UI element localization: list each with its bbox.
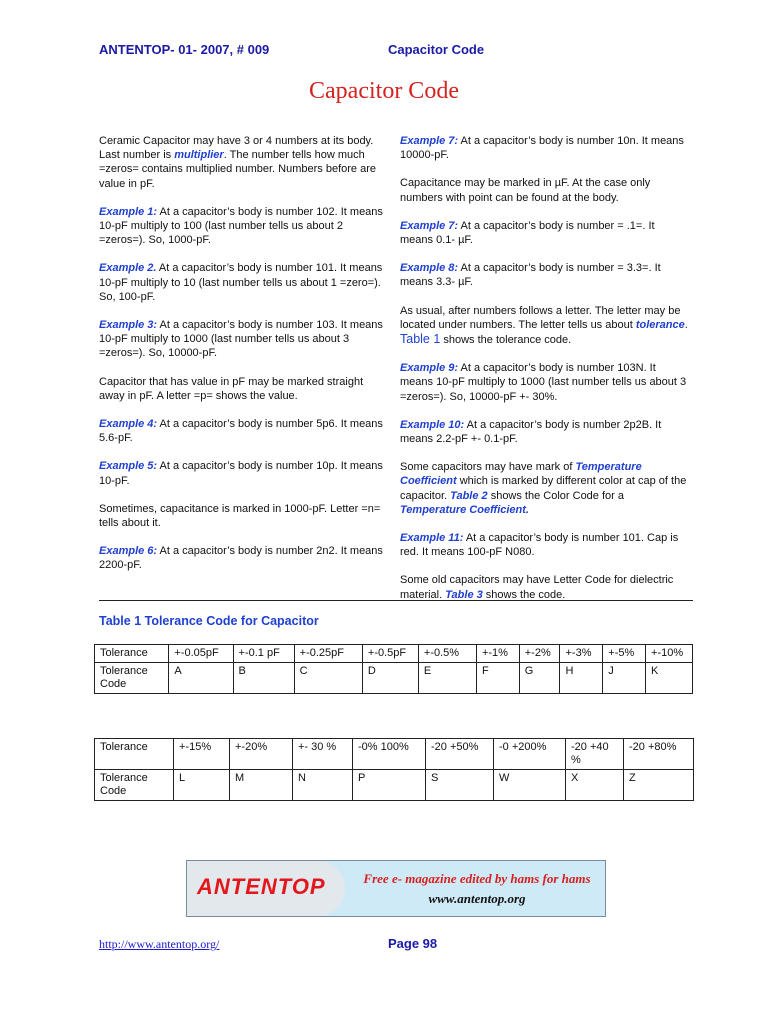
table-cell: S [426, 770, 494, 801]
table-cell: -20 +50% [426, 739, 494, 770]
example-2: Example 2. At a capacitor’s body is number 101. It means 10-pF multiply to 10 (last number tells us about 1 =zero=). So, 100-pF. [99, 262, 383, 303]
example-8: Example 8: At a capacitor’s body is number = 3.3=. It means 3.3- µF. [400, 262, 661, 289]
example-label: Example 11: [400, 532, 464, 545]
example-3: Example 3: At a capacitor’s body is number 103. It means 10-pF multiply to 1000 (last number tells us about 3 =zeros=). So, 10000-pF. [99, 319, 383, 360]
table-cell: Tolerance Code [95, 770, 174, 801]
example-9: Example 9: At a capacitor’s body is number 103N. It means 10-pF multiply to 1000 (last number tells us about 3 =zeros=). So, 10000-pF +- 30%. [400, 362, 687, 403]
example-7a: Example 7: At a capacitor’s body is number 10n. It means 10000-pF. [400, 135, 684, 162]
table-cell: +-0.5% [418, 645, 476, 663]
table-cell: +-1% [476, 645, 519, 663]
table-cell: -0 +200% [494, 739, 566, 770]
table-cell: Tolerance Code [95, 663, 169, 694]
example-label: Example 8: [400, 262, 459, 275]
table-row [95, 663, 693, 694]
table-cell: -0% 100% [353, 739, 426, 770]
paragraph-pf-marking: Capacitor that has value in pF may be marked straight away in pF. A letter =p= shows the value. [99, 375, 364, 402]
antentop-logo: ANTENTOP [197, 874, 326, 899]
paragraph-intro: Ceramic Capacitor may have 3 or 4 numbers at its body. Last number is multiplier. The number tells how much =zeros= contains multiplied number. Numbers before are value in pF. [99, 135, 376, 190]
example-7b: Example 7: At a capacitor’s body is number = .1=. It means 0.1- µF. [400, 219, 655, 247]
table-cell: J [603, 663, 646, 694]
example-6: Example 6: At a capacitor’s body is number 2n2. It means 2200-pF. [99, 545, 383, 572]
footer-website-link[interactable]: http://www.antentop.org/ [99, 937, 220, 951]
table-row [95, 770, 694, 801]
example-label: Example 7: [400, 219, 459, 232]
example-label: Example 3: [99, 319, 158, 332]
tolerance-term: tolerance [635, 318, 685, 331]
table-cell: C [294, 663, 362, 694]
example-label: Example 6: [99, 545, 158, 558]
example-label: Example 1: [99, 205, 158, 218]
right-column [400, 134, 690, 616]
table-cell: +-2% [519, 645, 560, 663]
example-label: Example 4: [99, 418, 158, 431]
table-2-reference: Table 2 [450, 489, 488, 502]
table-cell: X [566, 770, 624, 801]
table-row [95, 739, 694, 770]
table-cell: L [174, 770, 230, 801]
table-cell: +-0.25pF [294, 645, 362, 663]
table-cell: +-15% [174, 739, 230, 770]
header-section-title: Capacitor Code [388, 42, 485, 57]
table-row [95, 645, 693, 663]
example-11: Example 11: At a capacitor’s body is number 101. Cap is red. It means 100-pF N080. [400, 532, 679, 559]
example-label: Example 10: [400, 418, 465, 431]
table-cell: P [353, 770, 426, 801]
table-cell: +- 30 % [293, 739, 353, 770]
example-label: Example 5: [99, 460, 158, 473]
example-label: Example 7: [400, 135, 459, 147]
example-label: Example 9: [400, 362, 459, 375]
table-cell: Tolerance [95, 739, 174, 770]
table-cell: Tolerance [95, 645, 169, 663]
table-cell: F [476, 663, 519, 694]
table-cell: +-0.1 pF [233, 645, 294, 663]
table-cell: -20 +40 % [566, 739, 624, 770]
paragraph-dielectric: Some old capacitors may have Letter Code for dielectric material. Table 3 shows the code. [400, 574, 674, 601]
table-cell: Z [624, 770, 694, 801]
table-cell: W [494, 770, 566, 801]
table-cell: G [519, 663, 560, 694]
temperature-coefficient-term-2: Temperature Coefficient. [400, 503, 529, 516]
table-cell: +-0.5pF [362, 645, 418, 663]
example-4: Example 4: At a capacitor’s body is number 5p6. It means 5.6-pF. [99, 418, 383, 445]
table-cell: +-10% [646, 645, 693, 663]
antentop-banner[interactable] [186, 860, 606, 917]
table-cell: -20 +80% [624, 739, 694, 770]
paragraph-nf-marking: Sometimes, capacitance is marked in 1000-pF. Letter =n= tells about it. [99, 502, 381, 530]
temperature-coefficient-term: Temperature Coefficient [400, 461, 642, 488]
page-number: Page 98 [388, 936, 438, 951]
table-cell: H [560, 663, 603, 694]
left-column [99, 134, 389, 587]
example-1: Example 1: At a capacitor’s body is number 102. It means 10-pF multiply to 100 (last number tells us about 2 =zeros=). So, 1000-pF. [99, 205, 383, 247]
example-10: Example 10: At a capacitor’s body is number 2p2B. It means 2.2-pF +- 0.1-pF. [400, 418, 662, 446]
table-cell: M [230, 770, 293, 801]
table-cell: D [362, 663, 418, 694]
table-cell: +-3% [560, 645, 603, 663]
table-caption: Table 1 Tolerance Code for Capacitor [99, 614, 319, 628]
table-cell: E [418, 663, 476, 694]
banner-url: www.antentop.org [428, 891, 526, 906]
table-cell: N [293, 770, 353, 801]
banner-tagline: Free e- magazine edited by hams for hams [363, 871, 591, 886]
table-3-reference: Table 3 [445, 588, 483, 601]
multiplier-term: multiplier [174, 149, 224, 162]
table-cell: +-20% [230, 739, 293, 770]
table-cell: A [169, 663, 233, 694]
table-1-reference: Table 1 [400, 332, 441, 347]
section-divider [99, 600, 693, 601]
example-5: Example 5: At a capacitor’s body is number 10p. It means 10-pF. [99, 460, 383, 487]
tolerance-table-2 [94, 738, 694, 801]
paragraph-uf-marking: Capacitance may be marked in µF. At the case only numbers with point can be found at the body. [400, 177, 651, 204]
tolerance-table-1 [94, 644, 693, 694]
paragraph-tolerance: As usual, after numbers follows a letter. The letter may be located under numbers. The letter tells us about tolerance. Table 1 shows the tolerance code. [400, 304, 688, 347]
table-cell: B [233, 663, 294, 694]
paragraph-temp-coefficient: Some capacitors may have mark of Temperature Coefficient which is marked by different color at cap of the capacitor. Table 2 shows the Color Code for a Temperature Coefficient. [400, 461, 687, 516]
header-issue: ANTENTOP- 01- 2007, # 009 [99, 42, 270, 57]
table-cell: +-5% [603, 645, 646, 663]
example-label: Example 2. [99, 262, 157, 275]
table-cell: K [646, 663, 693, 694]
table-cell: +-0.05pF [169, 645, 233, 663]
page-title: Capacitor Code [309, 78, 459, 104]
